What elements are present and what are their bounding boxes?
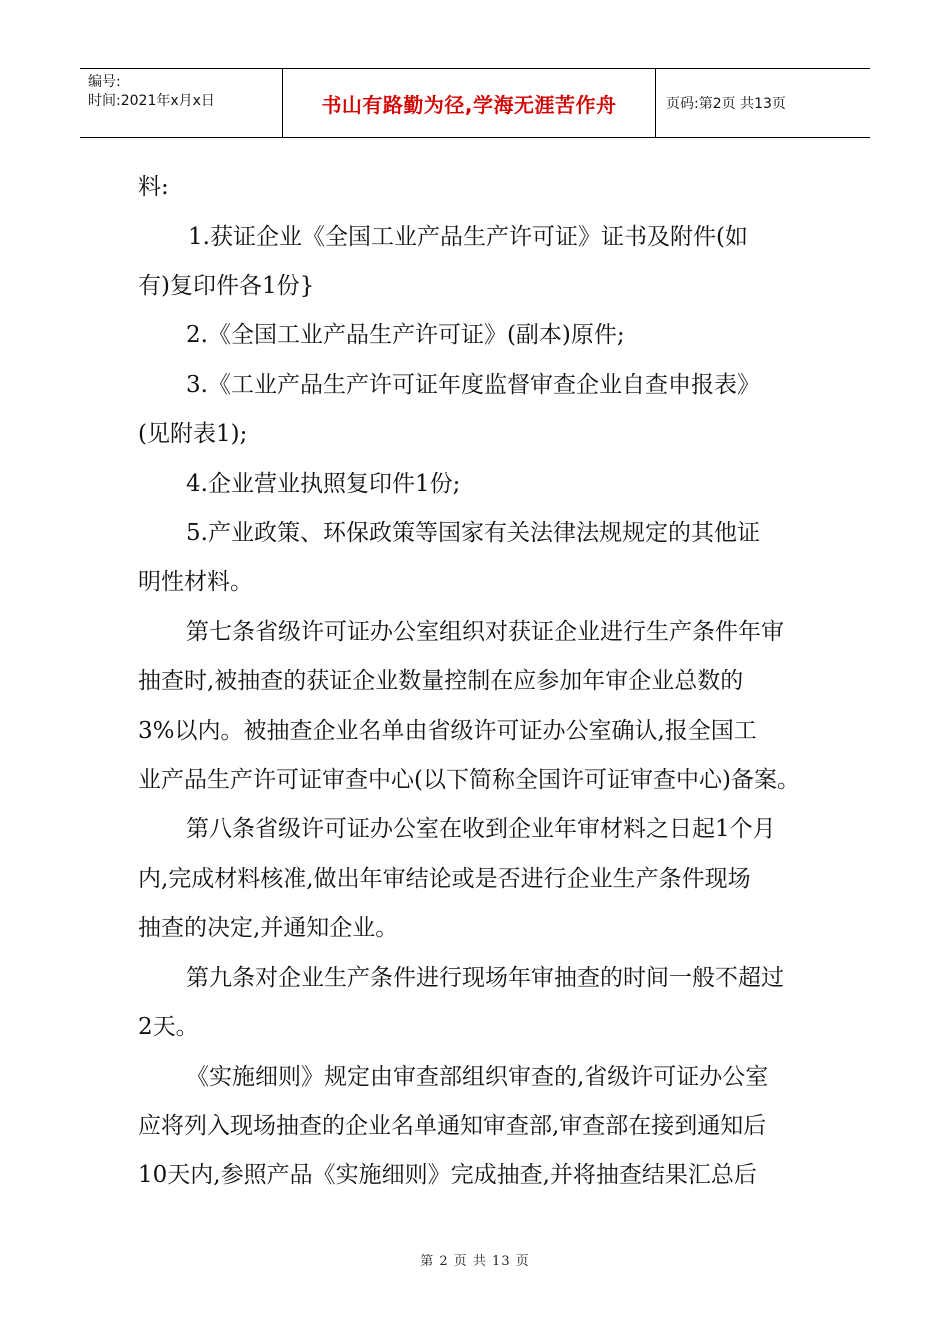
- body-line: 《实施细则》规定由审查部组织审查的,省级许可证办公室: [186, 1064, 769, 1090]
- body-line: 4.企业营业执照复印件1份;: [186, 471, 461, 497]
- body-line: 第九条对企业生产条件进行现场年审抽查的时间一般不超过: [186, 965, 784, 991]
- body-line: 料:: [138, 174, 169, 200]
- body-line: 1.获证企业《全国工业产品生产许可证》证书及附件(如: [188, 224, 748, 250]
- body-line: 有)复印件各1份}: [138, 273, 315, 299]
- body-line: 5.产业政策、环保政策等国家有关法律法规规定的其他证: [186, 520, 760, 546]
- body-line: 第八条省级许可证办公室在收到企业年审材料之日起1个月: [186, 816, 776, 842]
- body-line: 3.《工业产品生产许可证年度监督审查企业自查申报表》: [186, 372, 760, 398]
- body-line: 内,完成材料核准,做出年审结论或是否进行企业生产条件现场: [138, 866, 751, 892]
- body-line: 2.《全国工业产品生产许可证》(副本)原件;: [186, 322, 625, 348]
- page-footer: 第 2 页 共 13 页: [420, 1254, 530, 1269]
- body-line: 3%以内。被抽查企业名单由省级许可证办公室确认,报全国工: [138, 718, 757, 744]
- header-meta: [80, 69, 283, 137]
- body-line: 抽查的决定,并通知企业。: [138, 915, 399, 941]
- body-line: 2天。: [138, 1014, 199, 1040]
- body-line: 第七条省级许可证办公室组织对获证企业进行生产条件年审: [186, 619, 784, 645]
- body-line: 业产品生产许可证审查中心(以下简称全国许可证审查中心)备案。: [138, 767, 800, 793]
- document-time-label: 时间:2021年x月x日: [88, 93, 215, 109]
- header-table: [80, 68, 870, 138]
- body-line: 抽查时,被抽查的获证企业数量控制在应参加年审企业总数的: [138, 668, 744, 694]
- header-motto: 书山有路勤为径,学海无涯苦作舟: [321, 92, 617, 117]
- body-line: 明性材料。: [138, 569, 253, 595]
- header-motto-cell: [283, 69, 656, 137]
- body-line: 应将列入现场抽查的企业名单通知审查部,审查部在接到通知后: [138, 1113, 767, 1139]
- document-number-label: 编号:: [88, 74, 121, 90]
- body-line: (见附表1);: [138, 421, 248, 447]
- header-page-info: 页码:第2页 共13页: [666, 96, 786, 112]
- body-line: 10天内,参照产品《实施细则》完成抽查,并将抽查结果汇总后: [138, 1162, 757, 1188]
